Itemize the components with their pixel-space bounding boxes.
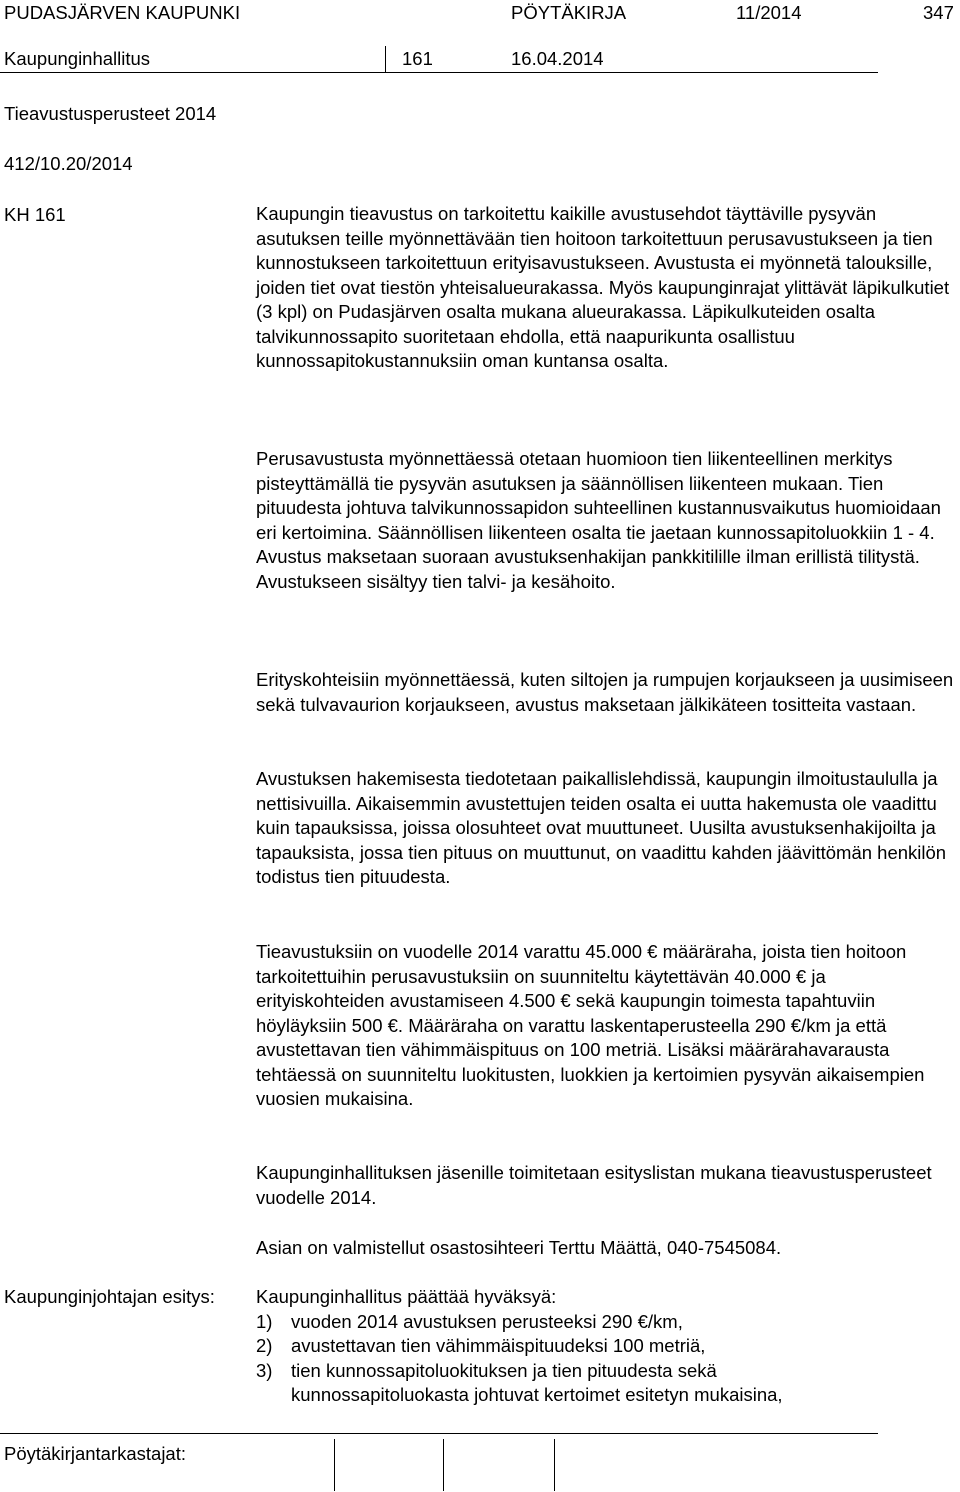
proposal-intro: Kaupunginhallitus päättää hyväksyä: [256, 1286, 557, 1307]
header-separator [385, 46, 386, 72]
list-text: avustettavan tien vähimmäispituudeksi 100 metriä, [291, 1335, 706, 1356]
paragraph-7: Asian on valmistellut osastosihteeri Terttu Määttä, 040-7545084. [256, 1237, 782, 1258]
meeting-body: Kaupunginhallitus [4, 48, 151, 69]
section-number: 161 [402, 48, 433, 69]
paragraph-1: Kaupungin tieavustus on tarkoitettu kaikille avustusehdot täyttäville pysyvän asutuksen teille myönnettävään tien hoitoon tarkoitettuun perusavustukseen ja tien kunnostukseen tarkoitettuun erityisavustukseen. Avustusta ei myönnetä talouksille, joiden tiet ovat tiestön yhteisalueurakassa. Myös kaupunginrajat ylittävät läpikulkutiet (3 kpl) on Pudasjärven osalta mukana alueurakassa. Läpikulkuteiden osalta talvikunnossapito suoritetaan ehdolla, että naapurikunta osallistuu kunnossapitokustannuksiin oman kuntansa osalta. [256, 203, 950, 371]
reference-number: 412/10.20/2014 [4, 153, 133, 174]
paragraph-5: Tieavustuksiin on vuodelle 2014 varattu 45.000 € määräraha, joista tien hoitoon tarkoitettuihin perusavustuksiin on suunniteltu käytettävän 40.000 € ja erityiskohteiden avustamiseen 4.500 € sekä kaupungin toimesta tapahtuviin höyläyksiin 500 €. Määräraha on varattu laskentaperusteella 290 €/km ja että avustettavan tien vähimmäispituus on 100 metriä. Lisäksi määrärahavarausta tehtäessä on suunniteltu luokitusten, luokkien ja kertoimien pysyvän aikaisempien vuosien mukaisina. [256, 941, 925, 1109]
page-number: 347 [923, 2, 954, 23]
list-text: vuoden 2014 avustuksen perusteeksi 290 €/km, [291, 1310, 683, 1332]
signature-divider [443, 1465, 444, 1491]
meeting-date: 16.04.2014 [511, 48, 604, 69]
list-text: tien kunnossapitoluokituksen ja tien pituudesta sekä [291, 1359, 717, 1381]
item-label: KH 161 [4, 204, 66, 225]
list-item-continuation: kunnossapitoluokasta johtuvat kertoimet esitetyn mukaisina, [291, 1384, 783, 1405]
footer-label: Pöytäkirjantarkastajat: [4, 1443, 187, 1464]
list-number: 1) [256, 1310, 273, 1332]
list-item [256, 1310, 783, 1335]
proposal-list [256, 1285, 783, 1408]
document-number: 11/2014 [736, 2, 802, 23]
list-number: 2) [256, 1335, 273, 1356]
proposal-label: Kaupunginjohtajan esitys: [4, 1286, 215, 1307]
subject-title: Tieavustusperusteet 2014 [4, 103, 217, 124]
signature-divider [334, 1439, 335, 1465]
list-item [256, 1359, 783, 1384]
paragraph-2: Perusavustusta myönnettäessä otetaan huomioon tien liikenteellinen merkitys pisteyttämällä tie pysyvän asutuksen ja säännöllisen liikenteen mukaan. Tien pituudesta johtuva talvikunnossapidon suhteellinen kustannusvaikutus huomioidaan eri kertoimina. Säännöllisen liikenteen osalta tie jaetaan kunnossapitoluokkiin 1 - 4. Avustus maksetaan suoraan avustuksenhakijan pankkitilille ilman erillistä tilitystä. Avustukseen sisältyy tien talvi- ja kesähoito. [256, 448, 941, 592]
paragraph-6: Kaupunginhallituksen jäsenille toimitetaan esityslistan mukana tieavustusperusteet vuodelle 2014. [256, 1162, 932, 1208]
list-item [256, 1334, 783, 1359]
footer-rule [0, 1433, 878, 1434]
paragraph-4: Avustuksen hakemisesta tiedotetaan paikallislehdissä, kaupungin ilmoitustaululla ja nettisivuilla. Aikaisemmin avustettujen teiden osalta ei uutta hakemusta ole vaadittu kuin tapauksissa, joissa olosuhteet ovat muuttuneet. Uusilta avustuksenhakijoilta ja tapauksista, jossa tien pituus on muuttunut, on vaadittu kahden jäävittömän henkilön todistus tien pituudesta. [256, 768, 947, 887]
signature-divider [554, 1439, 555, 1465]
signature-divider [334, 1465, 335, 1491]
org-name: PUDASJÄRVEN KAUPUNKI [4, 2, 241, 23]
header-rule [0, 72, 878, 73]
document-type: PÖYTÄKIRJA [511, 2, 627, 23]
signature-divider [443, 1439, 444, 1465]
list-number: 3) [256, 1359, 273, 1381]
paragraph-3: Erityskohteisiin myönnettäessä, kuten siltojen ja rumpujen korjaukseen ja uusimiseen sekä tulvavaurion korjaukseen, avustus maksetaan jälkikäteen tositteita vastaan. [256, 669, 954, 715]
signature-divider [554, 1465, 555, 1491]
